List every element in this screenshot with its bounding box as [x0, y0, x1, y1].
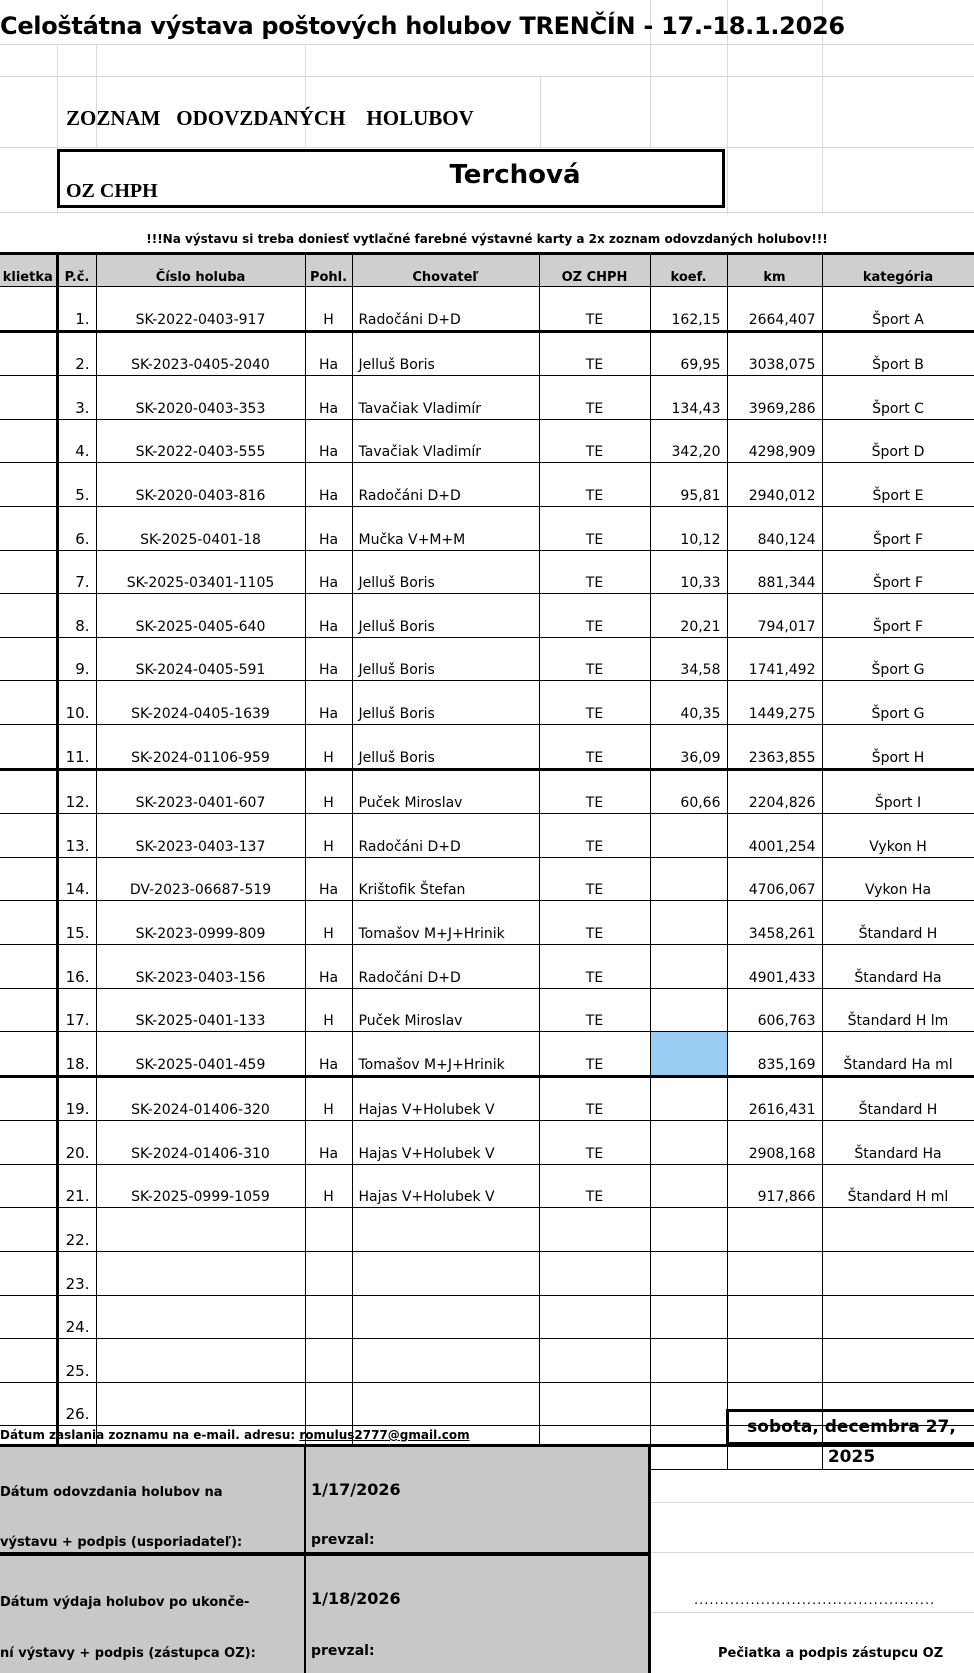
- cell-kat[interactable]: Šport B: [822, 331, 974, 376]
- cell-koef[interactable]: 34,58: [650, 637, 727, 681]
- cell-klietka[interactable]: [0, 681, 57, 725]
- cell-cislo[interactable]: SK-2023-0403-156: [96, 944, 305, 988]
- cell-oz[interactable]: [539, 1295, 650, 1339]
- page-title: Celoštátna výstava poštových holubov TRENČÍN - 17.-18.1.2026: [0, 12, 845, 40]
- cell-pc[interactable]: 15.: [57, 901, 96, 945]
- cell-klietka[interactable]: [0, 1252, 57, 1296]
- cell-chovatel[interactable]: Radočáni D+D: [352, 944, 539, 988]
- cell-cislo[interactable]: DV-2023-06687-519: [96, 857, 305, 901]
- cell-km[interactable]: 2940,012: [727, 463, 822, 507]
- cell-klietka[interactable]: [0, 857, 57, 901]
- cell-pc[interactable]: 26.: [57, 1382, 96, 1426]
- cell-pc[interactable]: 24.: [57, 1295, 96, 1339]
- cell-klietka[interactable]: [0, 814, 57, 858]
- cell-km[interactable]: [727, 1295, 822, 1339]
- cell-klietka[interactable]: [0, 331, 57, 376]
- cell-klietka[interactable]: [0, 1121, 57, 1165]
- header-kategoria: kategória: [822, 254, 974, 287]
- list-heading: ZOZNAM ODOVZDANÝCH HOLUBOV: [66, 106, 474, 130]
- cell-oz[interactable]: TE: [539, 724, 650, 769]
- signature-dots: ...............................................: [694, 1593, 936, 1608]
- return-date[interactable]: 1/18/2026: [311, 1589, 401, 1608]
- cell-chovatel[interactable]: Tomašov M+J+Hrinik: [352, 901, 539, 945]
- cell-oz[interactable]: TE: [539, 814, 650, 858]
- cell-pohl[interactable]: Ha: [305, 376, 352, 420]
- cell-klietka[interactable]: [0, 769, 57, 814]
- sent-line: [0, 1428, 470, 1442]
- cell-koef[interactable]: [650, 857, 727, 901]
- cell-pc[interactable]: 9.: [57, 637, 96, 681]
- header-oz: OZ CHPH: [539, 254, 650, 287]
- header-klietka: klietka: [0, 254, 57, 287]
- table-row: [0, 724, 974, 769]
- cell-klietka[interactable]: [0, 988, 57, 1032]
- cell-km[interactable]: 840,124: [727, 506, 822, 550]
- cell-klietka[interactable]: [0, 1295, 57, 1339]
- cell-koef[interactable]: [650, 944, 727, 988]
- cell-kat[interactable]: Štandard Ha: [822, 944, 974, 988]
- cell-cislo[interactable]: SK-2025-0401-133: [96, 988, 305, 1032]
- cell-oz[interactable]: TE: [539, 1032, 650, 1077]
- cell-pc[interactable]: 16.: [57, 944, 96, 988]
- cell-pohl[interactable]: H: [305, 769, 352, 814]
- cell-chovatel[interactable]: Radočáni D+D: [352, 287, 539, 332]
- cell-kat[interactable]: Štandard Ha ml: [822, 1032, 974, 1077]
- cell-pohl[interactable]: H: [305, 901, 352, 945]
- cell-km[interactable]: 4706,067: [727, 857, 822, 901]
- cell-oz[interactable]: TE: [539, 1076, 650, 1121]
- table-row: [0, 988, 974, 1032]
- cell-km[interactable]: 3458,261: [727, 901, 822, 945]
- cell-pohl[interactable]: H: [305, 1076, 352, 1121]
- notice-text: !!!Na výstavu si treba doniesť vytlačné farebné výstavné karty a 2x zoznam odovzdaných holubov!!!: [146, 232, 828, 246]
- return-label-2: ní výstavy + podpis (zástupca OZ):: [0, 1646, 256, 1661]
- cell-chovatel[interactable]: [352, 1295, 539, 1339]
- cell-klietka[interactable]: [0, 1076, 57, 1121]
- cell-pc[interactable]: 19.: [57, 1076, 96, 1121]
- cell-oz[interactable]: TE: [539, 419, 650, 463]
- cell-chovatel[interactable]: [352, 1339, 539, 1383]
- cell-koef[interactable]: 95,81: [650, 463, 727, 507]
- table-row: [0, 550, 974, 594]
- cell-cislo[interactable]: [96, 1295, 305, 1339]
- cell-klietka[interactable]: [0, 419, 57, 463]
- table-row: [0, 1121, 974, 1165]
- cell-koef[interactable]: 10,12: [650, 506, 727, 550]
- cell-km[interactable]: 3038,075: [727, 331, 822, 376]
- cell-koef[interactable]: 20,21: [650, 594, 727, 638]
- cell-pc[interactable]: 2.: [57, 331, 96, 376]
- cell-koef[interactable]: [650, 1076, 727, 1121]
- cell-pohl[interactable]: H: [305, 988, 352, 1032]
- cell-km[interactable]: 2363,855: [727, 724, 822, 769]
- cell-koef[interactable]: 10,33: [650, 550, 727, 594]
- cell-oz[interactable]: TE: [539, 944, 650, 988]
- table-row: [0, 1252, 974, 1296]
- cell-kat[interactable]: Šport H: [822, 724, 974, 769]
- cell-klietka[interactable]: [0, 506, 57, 550]
- cell-km[interactable]: 917,866: [727, 1164, 822, 1208]
- cell-koef[interactable]: [650, 1032, 727, 1077]
- cell-km[interactable]: [727, 1208, 822, 1252]
- cell-klietka[interactable]: [0, 550, 57, 594]
- cell-klietka[interactable]: [0, 637, 57, 681]
- cell-kat[interactable]: Šport I: [822, 769, 974, 814]
- cell-oz[interactable]: [539, 1382, 650, 1426]
- cell-pohl[interactable]: Ha: [305, 463, 352, 507]
- cell-pc[interactable]: 23.: [57, 1252, 96, 1296]
- table-row: [0, 1295, 974, 1339]
- sent-date[interactable]: sobota, decembra 27, 2025: [726, 1409, 974, 1445]
- cell-cislo[interactable]: SK-2023-0401-607: [96, 769, 305, 814]
- cell-koef[interactable]: 40,35: [650, 681, 727, 725]
- cell-chovatel[interactable]: Krištofik Štefan: [352, 857, 539, 901]
- cell-koef[interactable]: [650, 814, 727, 858]
- cell-chovatel[interactable]: Jelluš Boris: [352, 594, 539, 638]
- cell-oz[interactable]: TE: [539, 988, 650, 1032]
- cell-chovatel[interactable]: Puček Miroslav: [352, 769, 539, 814]
- cell-kat[interactable]: [822, 1339, 974, 1383]
- cell-cislo[interactable]: SK-2024-01106-959: [96, 724, 305, 769]
- cell-km[interactable]: 3969,286: [727, 376, 822, 420]
- cell-chovatel[interactable]: Jelluš Boris: [352, 331, 539, 376]
- cell-pc[interactable]: 25.: [57, 1339, 96, 1383]
- cell-klietka[interactable]: [0, 724, 57, 769]
- cell-oz[interactable]: TE: [539, 594, 650, 638]
- table-row: [0, 506, 974, 550]
- cell-oz[interactable]: [539, 1208, 650, 1252]
- cell-pohl[interactable]: Ha: [305, 637, 352, 681]
- table-row: [0, 1339, 974, 1383]
- cell-koef[interactable]: 342,20: [650, 419, 727, 463]
- cell-kat[interactable]: Šport G: [822, 637, 974, 681]
- cell-cislo[interactable]: [96, 1252, 305, 1296]
- cell-koef[interactable]: [650, 1252, 727, 1296]
- cell-chovatel[interactable]: Puček Miroslav: [352, 988, 539, 1032]
- header-pohl: Pohl.: [305, 254, 352, 287]
- oz-label: OZ CHPH: [66, 180, 158, 202]
- cell-pc[interactable]: 14.: [57, 857, 96, 901]
- table-row: [0, 901, 974, 945]
- cell-pohl[interactable]: [305, 1295, 352, 1339]
- cell-chovatel[interactable]: Radočáni D+D: [352, 463, 539, 507]
- table-row: [0, 814, 974, 858]
- cell-kat[interactable]: Štandard H ml: [822, 1164, 974, 1208]
- cell-koef[interactable]: [650, 1121, 727, 1165]
- cell-chovatel[interactable]: Mučka V+M+M: [352, 506, 539, 550]
- cell-oz[interactable]: TE: [539, 463, 650, 507]
- cell-chovatel[interactable]: Radočáni D+D: [352, 814, 539, 858]
- cell-pohl[interactable]: Ha: [305, 419, 352, 463]
- cell-km[interactable]: 835,169: [727, 1032, 822, 1077]
- cell-pohl[interactable]: Ha: [305, 331, 352, 376]
- table-row: [0, 594, 974, 638]
- cell-pohl[interactable]: H: [305, 287, 352, 332]
- cell-klietka[interactable]: [0, 594, 57, 638]
- cell-cislo[interactable]: SK-2022-0403-555: [96, 419, 305, 463]
- cell-chovatel[interactable]: Tomašov M+J+Hrinik: [352, 1032, 539, 1077]
- cell-cislo[interactable]: SK-2024-01406-310: [96, 1121, 305, 1165]
- cell-cislo[interactable]: SK-2022-0403-917: [96, 287, 305, 332]
- stamp-label: Pečiatka a podpis zástupcu OZ: [718, 1646, 944, 1661]
- cell-pc[interactable]: 11.: [57, 724, 96, 769]
- cell-pohl[interactable]: [305, 1208, 352, 1252]
- header-chovatel: Chovateľ: [352, 254, 539, 287]
- header-km: km: [727, 254, 822, 287]
- cell-kat[interactable]: Šport G: [822, 681, 974, 725]
- cell-kat[interactable]: Vykon Ha: [822, 857, 974, 901]
- cell-oz[interactable]: TE: [539, 1164, 650, 1208]
- cell-chovatel[interactable]: Jelluš Boris: [352, 550, 539, 594]
- table-row: [0, 681, 974, 725]
- oz-name[interactable]: Terchová: [449, 160, 581, 190]
- cell-klietka[interactable]: [0, 463, 57, 507]
- cell-oz[interactable]: TE: [539, 376, 650, 420]
- table-row: [0, 944, 974, 988]
- cell-klietka[interactable]: [0, 944, 57, 988]
- cell-pohl[interactable]: [305, 1339, 352, 1383]
- cell-klietka[interactable]: [0, 1032, 57, 1077]
- cell-pc[interactable]: 7.: [57, 550, 96, 594]
- cell-pohl[interactable]: Ha: [305, 506, 352, 550]
- cell-chovatel[interactable]: [352, 1208, 539, 1252]
- cell-cislo[interactable]: SK-2024-0405-591: [96, 637, 305, 681]
- cell-kat[interactable]: Šport A: [822, 287, 974, 332]
- cell-cislo[interactable]: [96, 1382, 305, 1426]
- cell-kat[interactable]: Šport C: [822, 376, 974, 420]
- header-pc: P.č.: [57, 254, 96, 287]
- cell-koef[interactable]: [650, 901, 727, 945]
- cell-pc[interactable]: 3.: [57, 376, 96, 420]
- cell-koef[interactable]: [650, 1208, 727, 1252]
- cell-kat[interactable]: Štandard H lm: [822, 988, 974, 1032]
- table-row: [0, 331, 974, 376]
- cell-cislo[interactable]: SK-2020-0403-816: [96, 463, 305, 507]
- cell-km[interactable]: 881,344: [727, 550, 822, 594]
- cell-pohl[interactable]: Ha: [305, 681, 352, 725]
- cell-pc[interactable]: 18.: [57, 1032, 96, 1077]
- cell-pc[interactable]: 6.: [57, 506, 96, 550]
- cell-pohl[interactable]: Ha: [305, 1121, 352, 1165]
- cell-chovatel[interactable]: Hajas V+Holubek V: [352, 1076, 539, 1121]
- table-row: [0, 463, 974, 507]
- cell-koef[interactable]: 134,43: [650, 376, 727, 420]
- cell-kat[interactable]: Šport E: [822, 463, 974, 507]
- cell-koef[interactable]: [650, 1164, 727, 1208]
- cell-pc[interactable]: 12.: [57, 769, 96, 814]
- cell-cislo[interactable]: SK-2025-0401-459: [96, 1032, 305, 1077]
- signature-section: [0, 1444, 974, 1673]
- cell-cislo[interactable]: SK-2025-03401-1105: [96, 550, 305, 594]
- cell-oz[interactable]: TE: [539, 637, 650, 681]
- cell-pc[interactable]: 20.: [57, 1121, 96, 1165]
- table-row: [0, 287, 974, 332]
- table-row: [0, 857, 974, 901]
- cell-pohl[interactable]: [305, 1382, 352, 1426]
- cell-km[interactable]: 4901,433: [727, 944, 822, 988]
- cell-km[interactable]: 2204,826: [727, 769, 822, 814]
- cell-kat[interactable]: Štandard Ha: [822, 1121, 974, 1165]
- cell-koef[interactable]: [650, 1339, 727, 1383]
- cell-pohl[interactable]: Ha: [305, 857, 352, 901]
- cell-cislo[interactable]: SK-2025-0401-18: [96, 506, 305, 550]
- cell-cislo[interactable]: SK-2025-0999-1059: [96, 1164, 305, 1208]
- handover-label-1: Dátum odovzdania holubov na: [0, 1485, 223, 1500]
- cell-chovatel[interactable]: [352, 1252, 539, 1296]
- cell-chovatel[interactable]: Hajas V+Holubek V: [352, 1121, 539, 1165]
- cell-klietka[interactable]: [0, 287, 57, 332]
- table-row: [0, 419, 974, 463]
- cell-pc[interactable]: 1.: [57, 287, 96, 332]
- cell-oz[interactable]: TE: [539, 550, 650, 594]
- cell-chovatel[interactable]: Tavačiak Vladimír: [352, 376, 539, 420]
- cell-pc[interactable]: 8.: [57, 594, 96, 638]
- cell-pc[interactable]: 5.: [57, 463, 96, 507]
- cell-koef[interactable]: [650, 1295, 727, 1339]
- cell-koef[interactable]: [650, 988, 727, 1032]
- return-label-1: Dátum výdaja holubov po ukonče-: [0, 1595, 250, 1610]
- cell-oz[interactable]: TE: [539, 901, 650, 945]
- cell-chovatel[interactable]: Jelluš Boris: [352, 724, 539, 769]
- cell-pc[interactable]: 13.: [57, 814, 96, 858]
- cell-klietka[interactable]: [0, 1164, 57, 1208]
- table-row: [0, 1164, 974, 1208]
- table-row: [0, 769, 974, 814]
- cell-pohl[interactable]: Ha: [305, 550, 352, 594]
- cell-chovatel[interactable]: [352, 1382, 539, 1426]
- cell-pc[interactable]: 22.: [57, 1208, 96, 1252]
- cell-cislo[interactable]: SK-2024-01406-320: [96, 1076, 305, 1121]
- cell-km[interactable]: [727, 1252, 822, 1296]
- cell-km[interactable]: 4001,254: [727, 814, 822, 858]
- cell-cislo[interactable]: [96, 1208, 305, 1252]
- table-row: [0, 1076, 974, 1121]
- cell-km[interactable]: 794,017: [727, 594, 822, 638]
- handover-label-2: výstavu + podpis (usporiadateľ):: [0, 1535, 243, 1550]
- cell-oz[interactable]: TE: [539, 287, 650, 332]
- cell-oz[interactable]: [539, 1339, 650, 1383]
- cell-pc[interactable]: 10.: [57, 681, 96, 725]
- cell-chovatel[interactable]: Tavačiak Vladimír: [352, 419, 539, 463]
- cell-klietka[interactable]: [0, 1208, 57, 1252]
- cell-oz[interactable]: TE: [539, 331, 650, 376]
- cell-km[interactable]: 1741,492: [727, 637, 822, 681]
- cell-pohl[interactable]: Ha: [305, 944, 352, 988]
- return-prevzal: prevzal:: [311, 1643, 375, 1659]
- cell-km[interactable]: 2664,407: [727, 287, 822, 332]
- cell-chovatel[interactable]: Jelluš Boris: [352, 637, 539, 681]
- cell-kat[interactable]: [822, 1252, 974, 1296]
- cell-cislo[interactable]: SK-2023-0405-2040: [96, 331, 305, 376]
- header-cislo: Číslo holuba: [96, 254, 305, 287]
- cell-oz[interactable]: TE: [539, 769, 650, 814]
- cell-oz[interactable]: TE: [539, 857, 650, 901]
- cell-km[interactable]: 2908,168: [727, 1121, 822, 1165]
- cell-cislo[interactable]: SK-2023-0999-809: [96, 901, 305, 945]
- cell-kat[interactable]: Štandard H: [822, 1076, 974, 1121]
- cell-km[interactable]: [727, 1339, 822, 1383]
- cell-koef[interactable]: 69,95: [650, 331, 727, 376]
- header-koef: koef.: [650, 254, 727, 287]
- cell-pohl[interactable]: [305, 1252, 352, 1296]
- handover-date[interactable]: 1/17/2026: [311, 1480, 401, 1499]
- table-row: [0, 376, 974, 420]
- cell-pohl[interactable]: Ha: [305, 594, 352, 638]
- cell-kat[interactable]: Vykon H: [822, 814, 974, 858]
- cell-oz[interactable]: TE: [539, 681, 650, 725]
- cell-km[interactable]: 4298,909: [727, 419, 822, 463]
- cell-pohl[interactable]: H: [305, 814, 352, 858]
- cell-cislo[interactable]: [96, 1339, 305, 1383]
- cell-kat[interactable]: Šport F: [822, 506, 974, 550]
- cell-klietka[interactable]: [0, 1382, 57, 1426]
- cell-pohl[interactable]: H: [305, 724, 352, 769]
- pigeon-table: [0, 252, 974, 1470]
- cell-chovatel[interactable]: Hajas V+Holubek V: [352, 1164, 539, 1208]
- cell-koef[interactable]: 162,15: [650, 287, 727, 332]
- email-link[interactable]: romulus2777@gmail.com: [299, 1428, 470, 1442]
- cell-pc[interactable]: 17.: [57, 988, 96, 1032]
- cell-kat[interactable]: Šport F: [822, 594, 974, 638]
- cell-pc[interactable]: 21.: [57, 1164, 96, 1208]
- cell-kat[interactable]: [822, 1208, 974, 1252]
- table-row: [0, 1032, 974, 1077]
- cell-cislo[interactable]: SK-2023-0403-137: [96, 814, 305, 858]
- cell-oz[interactable]: [539, 1252, 650, 1296]
- cell-kat[interactable]: Šport D: [822, 419, 974, 463]
- cell-oz[interactable]: TE: [539, 506, 650, 550]
- cell-koef[interactable]: 60,66: [650, 769, 727, 814]
- handover-prevzal: prevzal:: [311, 1532, 375, 1548]
- table-row: [0, 637, 974, 681]
- cell-klietka[interactable]: [0, 376, 57, 420]
- cell-cislo[interactable]: SK-2020-0403-353: [96, 376, 305, 420]
- cell-klietka[interactable]: [0, 901, 57, 945]
- cell-klietka[interactable]: [0, 1339, 57, 1383]
- cell-chovatel[interactable]: Jelluš Boris: [352, 681, 539, 725]
- cell-koef[interactable]: 36,09: [650, 724, 727, 769]
- cell-oz[interactable]: TE: [539, 1121, 650, 1165]
- cell-pc[interactable]: 4.: [57, 419, 96, 463]
- sent-label: Dátum zaslania zoznamu na e-mail. adresu:: [0, 1428, 300, 1442]
- cell-km[interactable]: 2616,431: [727, 1076, 822, 1121]
- cell-kat[interactable]: [822, 1295, 974, 1339]
- cell-km[interactable]: 1449,275: [727, 681, 822, 725]
- cell-kat[interactable]: Štandard H: [822, 901, 974, 945]
- cell-pohl[interactable]: H: [305, 1164, 352, 1208]
- table-header-row: [0, 254, 974, 287]
- cell-cislo[interactable]: SK-2024-0405-1639: [96, 681, 305, 725]
- cell-cislo[interactable]: SK-2025-0405-640: [96, 594, 305, 638]
- cell-km[interactable]: 606,763: [727, 988, 822, 1032]
- cell-koef[interactable]: [650, 1382, 727, 1426]
- table-row: [0, 1208, 974, 1252]
- cell-kat[interactable]: Šport F: [822, 550, 974, 594]
- cell-pohl[interactable]: Ha: [305, 1032, 352, 1077]
